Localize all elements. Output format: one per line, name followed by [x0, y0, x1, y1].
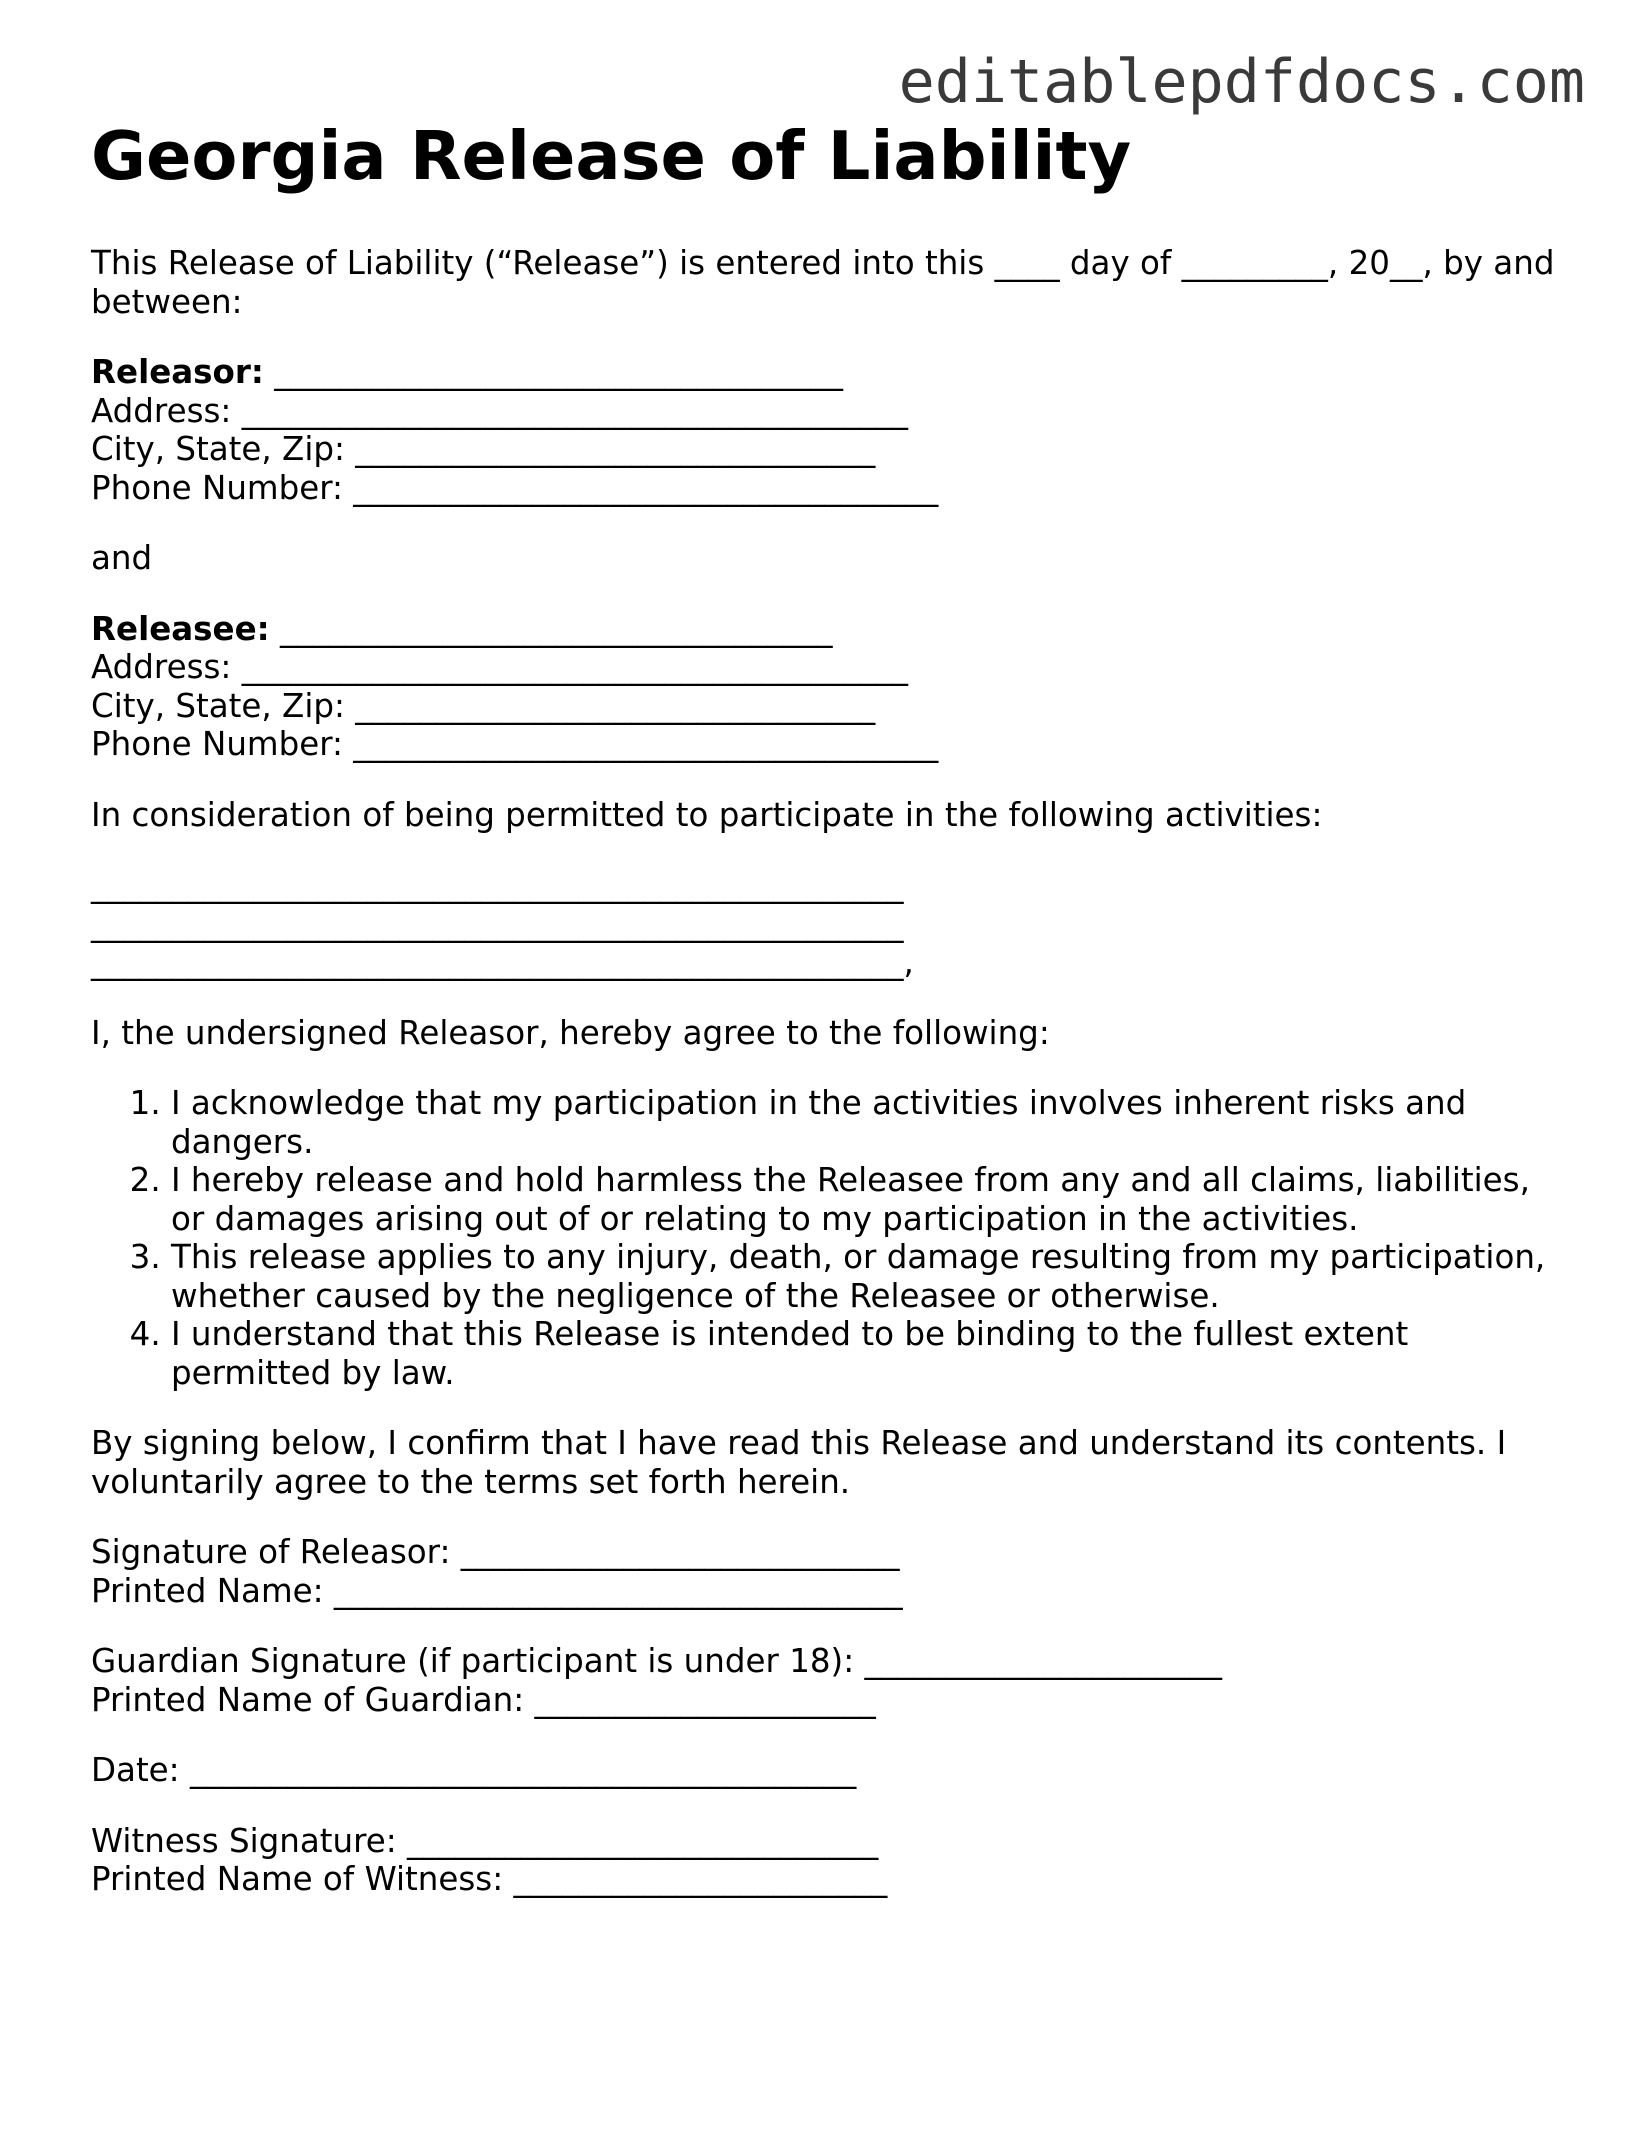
terms-list — [91, 1084, 1571, 1392]
releasor-name-line — [91, 353, 1571, 392]
releasor-printed-name-line[interactable]: Printed Name: ___________________________________ — [91, 1571, 903, 1610]
document-title: Georgia Release of Liability — [91, 117, 1132, 195]
activities-intro: In consideration of being permitted to participate in the following activities: — [91, 795, 1323, 834]
releasor-phone-line[interactable]: Phone Number: ____________________________________ — [91, 468, 939, 507]
term-item: 3. This release applies to any injury, death, or damage resulting from my participation, whether caused by the negligence of the Releasee or otherwise. — [171, 1238, 1571, 1315]
witness-printed-name-line[interactable]: Printed Name of Witness: _______________________ — [91, 1860, 888, 1898]
witness-section — [91, 1822, 1571, 1899]
confirm-paragraph: By signing below, I confirm that I have read this Release and understand its contents. I voluntarily agree to the terms set forth herein. — [91, 1424, 1517, 1501]
document-page — [91, 118, 1571, 1931]
term-item: 1. I acknowledge that my participation in the activities involves inherent risks and dangers. — [171, 1084, 1571, 1161]
activity-line[interactable]: __________________________________________________, — [91, 943, 914, 981]
releasee-name-blank[interactable]: __________________________________ — [269, 609, 833, 648]
activity-line[interactable]: __________________________________________________ — [91, 866, 904, 904]
releasor-name-blank[interactable]: ___________________________________ — [263, 353, 843, 391]
term-item: 4. I understand that this Release is intended to be binding to the fullest extent permitted by law. — [171, 1315, 1571, 1392]
releasor-section — [91, 353, 1571, 507]
releasee-label: Releasee: — [91, 609, 270, 648]
activities-lines — [91, 866, 1571, 982]
activity-line[interactable]: __________________________________________________ — [91, 904, 904, 943]
releasor-address-line[interactable]: Address: _________________________________________ — [91, 391, 908, 430]
releasee-phone-line[interactable]: Phone Number: ____________________________________ — [91, 725, 939, 763]
releasor-city-line[interactable]: City, State, Zip: ________________________________ — [91, 430, 876, 468]
releasee-city-line[interactable]: City, State, Zip: ________________________________ — [91, 686, 876, 725]
witness-signature-line[interactable]: Witness Signature: _____________________________ — [91, 1821, 879, 1860]
guardian-signature-line[interactable]: Guardian Signature (if participant is under 18): ______________________ — [91, 1642, 1223, 1680]
releasee-address-line[interactable]: Address: _________________________________________ — [91, 648, 908, 686]
watermark: editablepdfdocs.com — [898, 47, 1585, 117]
agree-intro: I, the undersigned Releasor, hereby agree to the following: — [91, 1013, 1050, 1052]
releasor-label: Releasor: — [91, 353, 264, 391]
date-line[interactable]: Date: _________________________________________ — [91, 1751, 857, 1789]
and-text: and — [91, 539, 153, 577]
releasee-section — [91, 610, 1571, 764]
intro-paragraph: This Release of Liability (“Release”) is entered into this ____ day of _________, 20__, by and between: — [91, 244, 1565, 321]
releasee-name-line — [91, 610, 1571, 649]
term-item: 2. I hereby release and hold harmless the Releasee from any and all claims, liabilities, or damages arising out of or relating to my participation in the activities. — [171, 1161, 1571, 1238]
releasor-signature-section — [91, 1533, 1571, 1610]
releasor-signature-line[interactable]: Signature of Releasor: ___________________________ — [91, 1533, 900, 1571]
guardian-section — [91, 1642, 1571, 1719]
guardian-printed-name-line[interactable]: Printed Name of Guardian: _____________________ — [91, 1680, 876, 1719]
